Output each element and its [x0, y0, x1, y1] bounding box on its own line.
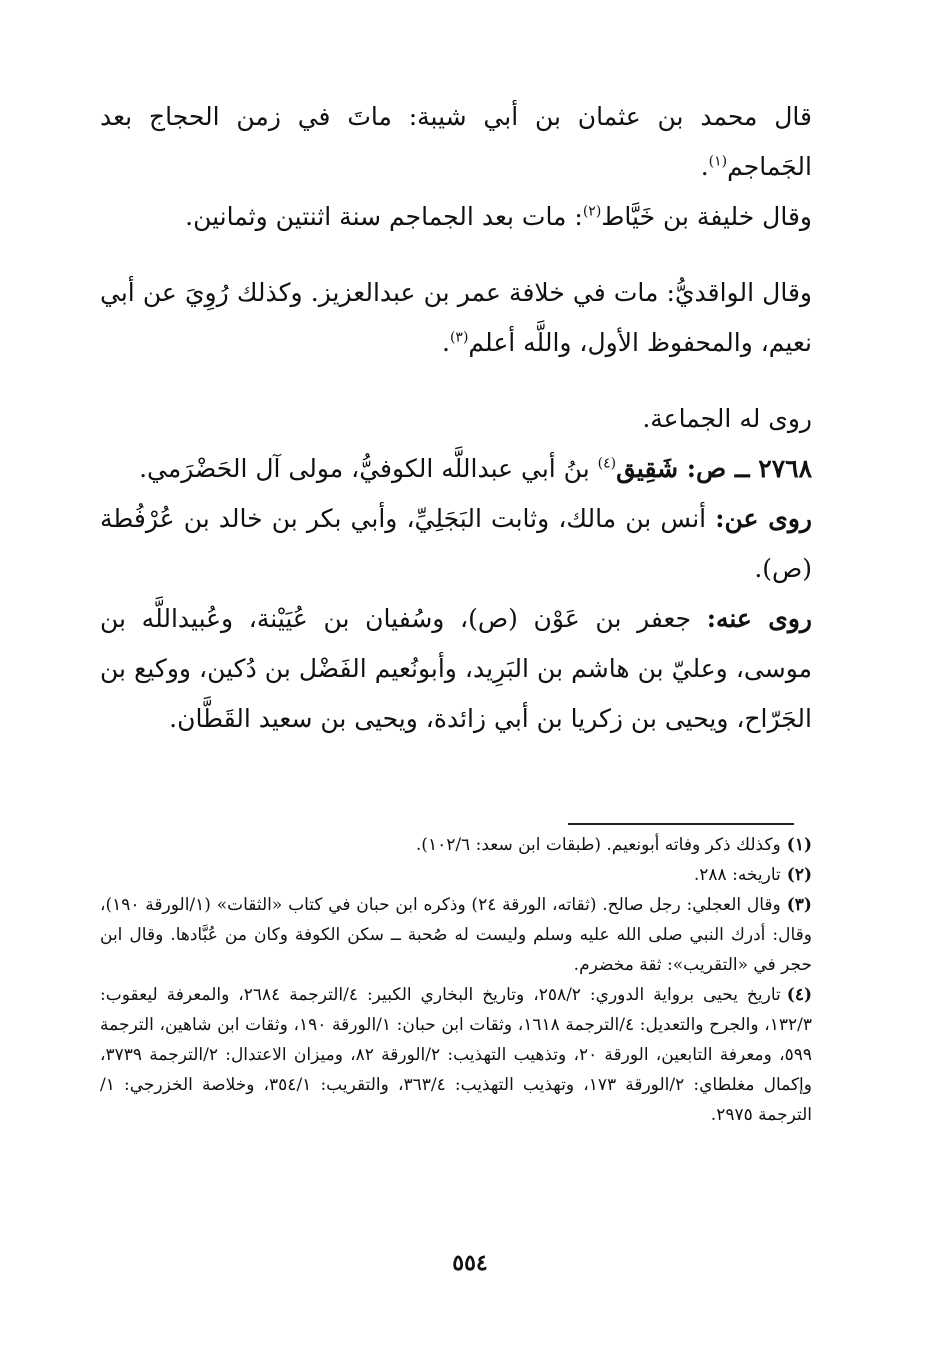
footnote-2: (٢)تاريخه: ٢٨٨. — [693, 865, 812, 885]
footnotes — [100, 830, 812, 1130]
paragraph-rawa-an: روى عن: أنس بن مالك، وثابت البَجَلِيِّ، وأبي بكر بن خالد بن عُرْفُطة (ص). — [100, 504, 813, 583]
paragraph-rawa-anhu: روى عنه: جعفر بن عَوْن (ص)، وسُفيان بن عُيَيْنة، وعُبيداللَّه بن موسى، وعليّ بن هاشم بن البَرِيد، وأبونُعيم الفَضْل بن دُكين، ووكيع بن الجَرّاح، ويحيى بن زكريا بن أبي زائدة، ويحيى بن سعيد القَطَّان. — [100, 604, 812, 733]
paragraph-khalifa: وقال خليفة بن خَيَّاط$^{(٢)}$: مات بعد الجماجم سنة اثنتين وثمانين. — [185, 202, 812, 231]
page-number: ٥٥٤ — [452, 1250, 488, 1276]
rawa-an-label: روى عن: — [715, 504, 813, 533]
main-text — [100, 92, 812, 744]
footnote-ref-1: (١) — [708, 153, 728, 170]
footnote-ref-4: (٤) — [597, 455, 617, 472]
footnote-3: (٣)وقال العجلي: رجل صالح. (ثقاته، الورقة ٢٤) وذكره ابن حبان في كتاب «الثقات» (١/الورقة ١٩٠)، وقال: أدرك النبي صلى الله عليه وسلم وليست له صُحبة ــ سكن الكوفة وكان من عُبَّادها. وقال ابن حجر في «التقريب»: ثقة مخضرم. — [100, 895, 812, 975]
footnote-4: (٤)تاريخ يحيى برواية الدوري: ٢٥٨/٢، وتاريخ البخاري الكبير: ٤/الترجمة ٢٦٨٤، والمعرفة ليعقوب: ١٣٢/٣، والجرح والتعديل: ٤/الترجمة ١٦١٨، وثقات ابن حبان: ١/الورقة ١٩٠، وثقات ابن شاهين، الترجمة ٥٩٩، ومعرفة التابعين، الورقة ٢٠، وتذهيب التهذيب: ٢/الورقة ٨٢، وميزان الاعتدال: ٢/الترجمة ٣٧٣٩، وإكمال مغلطاي: ٢/الورقة ١٧٣، وتهذيب التهذيب: ٣٦٣/٤، والتقريب: ٣٥٤/١، وخلاصة الخزرجي: ١/الترجمة ٢٩٧٥. — [100, 985, 812, 1125]
paragraph-death-ibn-abi-shayba: قال محمد بن عثمان بن أبي شيبة: ماتَ في زمن الحجاج بعد الجَماجم$^{(١)}$. — [100, 102, 812, 181]
footnote-ref-2: (٢) — [582, 203, 602, 220]
entry-heading: ٢٧٦٨ ــ ص: شَقِيق$^{(٤)}$ بنُ أبي عبداللَّه الكوفيُّ، مولى آل الحَضْرَمي. — [139, 454, 812, 483]
rawa-anhu-label: روى عنه: — [706, 604, 812, 633]
footnote-divider — [568, 823, 794, 825]
paragraph-rawa-lahu: روى له الجماعة. — [642, 404, 812, 433]
paragraph-waqidi: وقال الواقديُّ: مات في خلافة عمر بن عبدالعزيز. وكذلك رُوِيَ عن أبي نعيم، والمحفوظ الأول، واللَّه أعلم$^{(٣)}$. — [100, 278, 812, 357]
footnote-1: (١)وكذلك ذكر وفاته أبونعيم. (طبقات ابن سعد: ١٠٢/٦). — [415, 835, 812, 855]
footnote-ref-3: (٣) — [449, 329, 469, 346]
